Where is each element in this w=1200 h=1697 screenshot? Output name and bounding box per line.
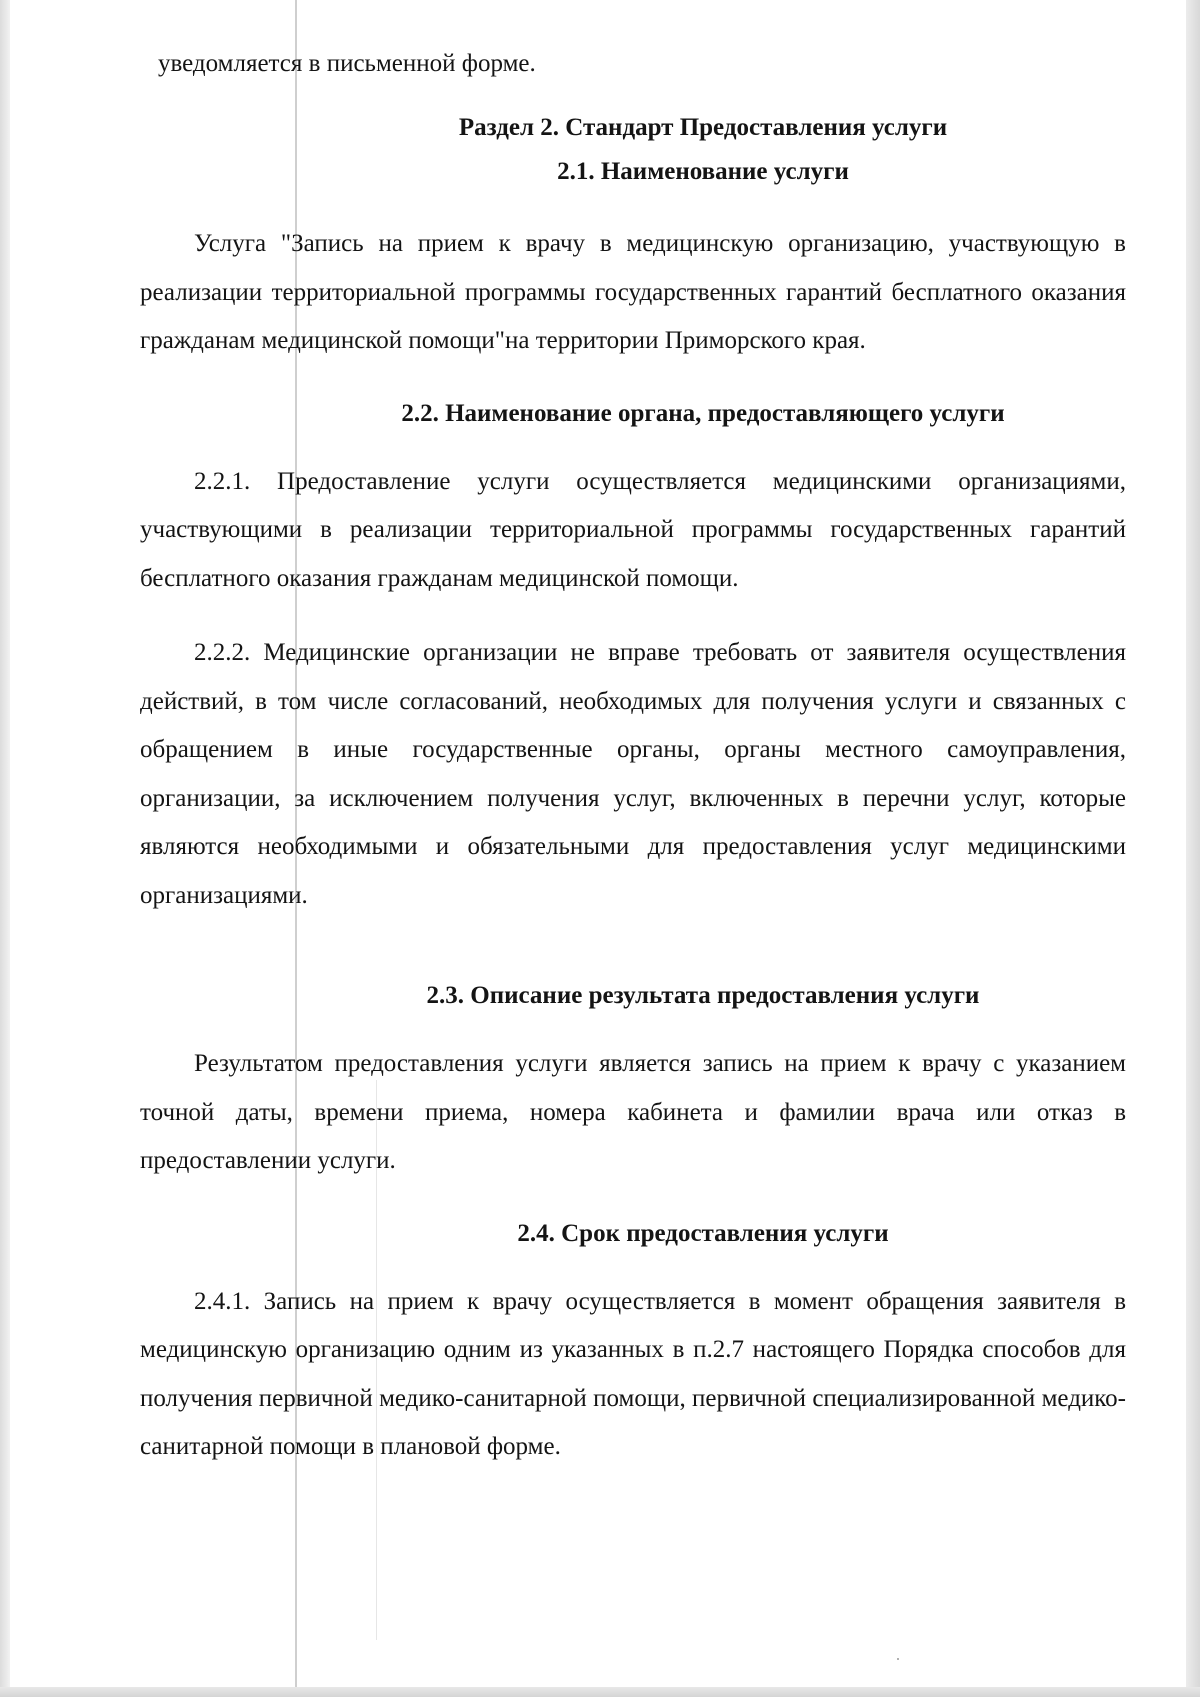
paragraph-2-1: Услуга "Запись на прием к врачу в медицинскую организацию, участвующую в реализации территориальной программы государственных гарантий бесплатного оказания гражданам медицинской помощи"на территории Приморского края. <box>140 230 1126 354</box>
scan-right-edge <box>1186 0 1200 1697</box>
paragraph-2-3: Результатом предоставления услуги является запись на прием к врачу с указанием точной даты, времени приема, номера кабинета и фамилии врача или отказ в предоставлении услуги. <box>140 1050 1126 1174</box>
scan-speck <box>897 1658 899 1660</box>
scan-bottom-edge <box>0 1687 1200 1697</box>
paragraph-2-2-2: 2.2.2. Медицинские организации не вправе требовать от заявителя осуществления действий, в том числе согласований, необходимых для получения услуги и связанных с обращением в иные государственные органы, органы местного самоуправления, организации, за исключением получения услуг, включенных в перечни услуг, которые являются необходимыми и обязательными для предоставления услуг медицинскими организациями. <box>140 639 1126 909</box>
paragraph-2-2-1: 2.2.1. Предоставление услуги осуществляется медицинскими организациями, участвующими в реализации территориальной программы государственных гарантий бесплатного оказания гражданам медицинской помощи. <box>140 467 1126 592</box>
scan-left-edge <box>0 0 10 1697</box>
subsection-heading-2-4: 2.4. Срок предоставления услуги <box>517 1219 889 1247</box>
subsection-heading-2-1: 2.1. Наименование услуги <box>557 158 849 185</box>
subsection-heading-2-2: 2.2. Наименование органа, предоставляющего услуги <box>401 399 1005 427</box>
subsection-heading-2-3: 2.3. Описание результата предоставления услуги <box>426 982 980 1009</box>
document-body <box>140 44 1126 1472</box>
section-title: Раздел 2. Стандарт Предоставления услуги <box>458 114 948 141</box>
paragraph-2-4-1: 2.4.1. Запись на прием к врачу осуществляется в момент обращения заявителя в медицинскую организацию одним из указанных в п.2.7 настоящего Порядка способов для получения первичной медико-санитарной помощи, первичной специализированной медико-санитарной помощи в плановой форме. <box>140 1287 1126 1460</box>
continuation-text: уведомляется в письменной форме. <box>158 50 536 77</box>
